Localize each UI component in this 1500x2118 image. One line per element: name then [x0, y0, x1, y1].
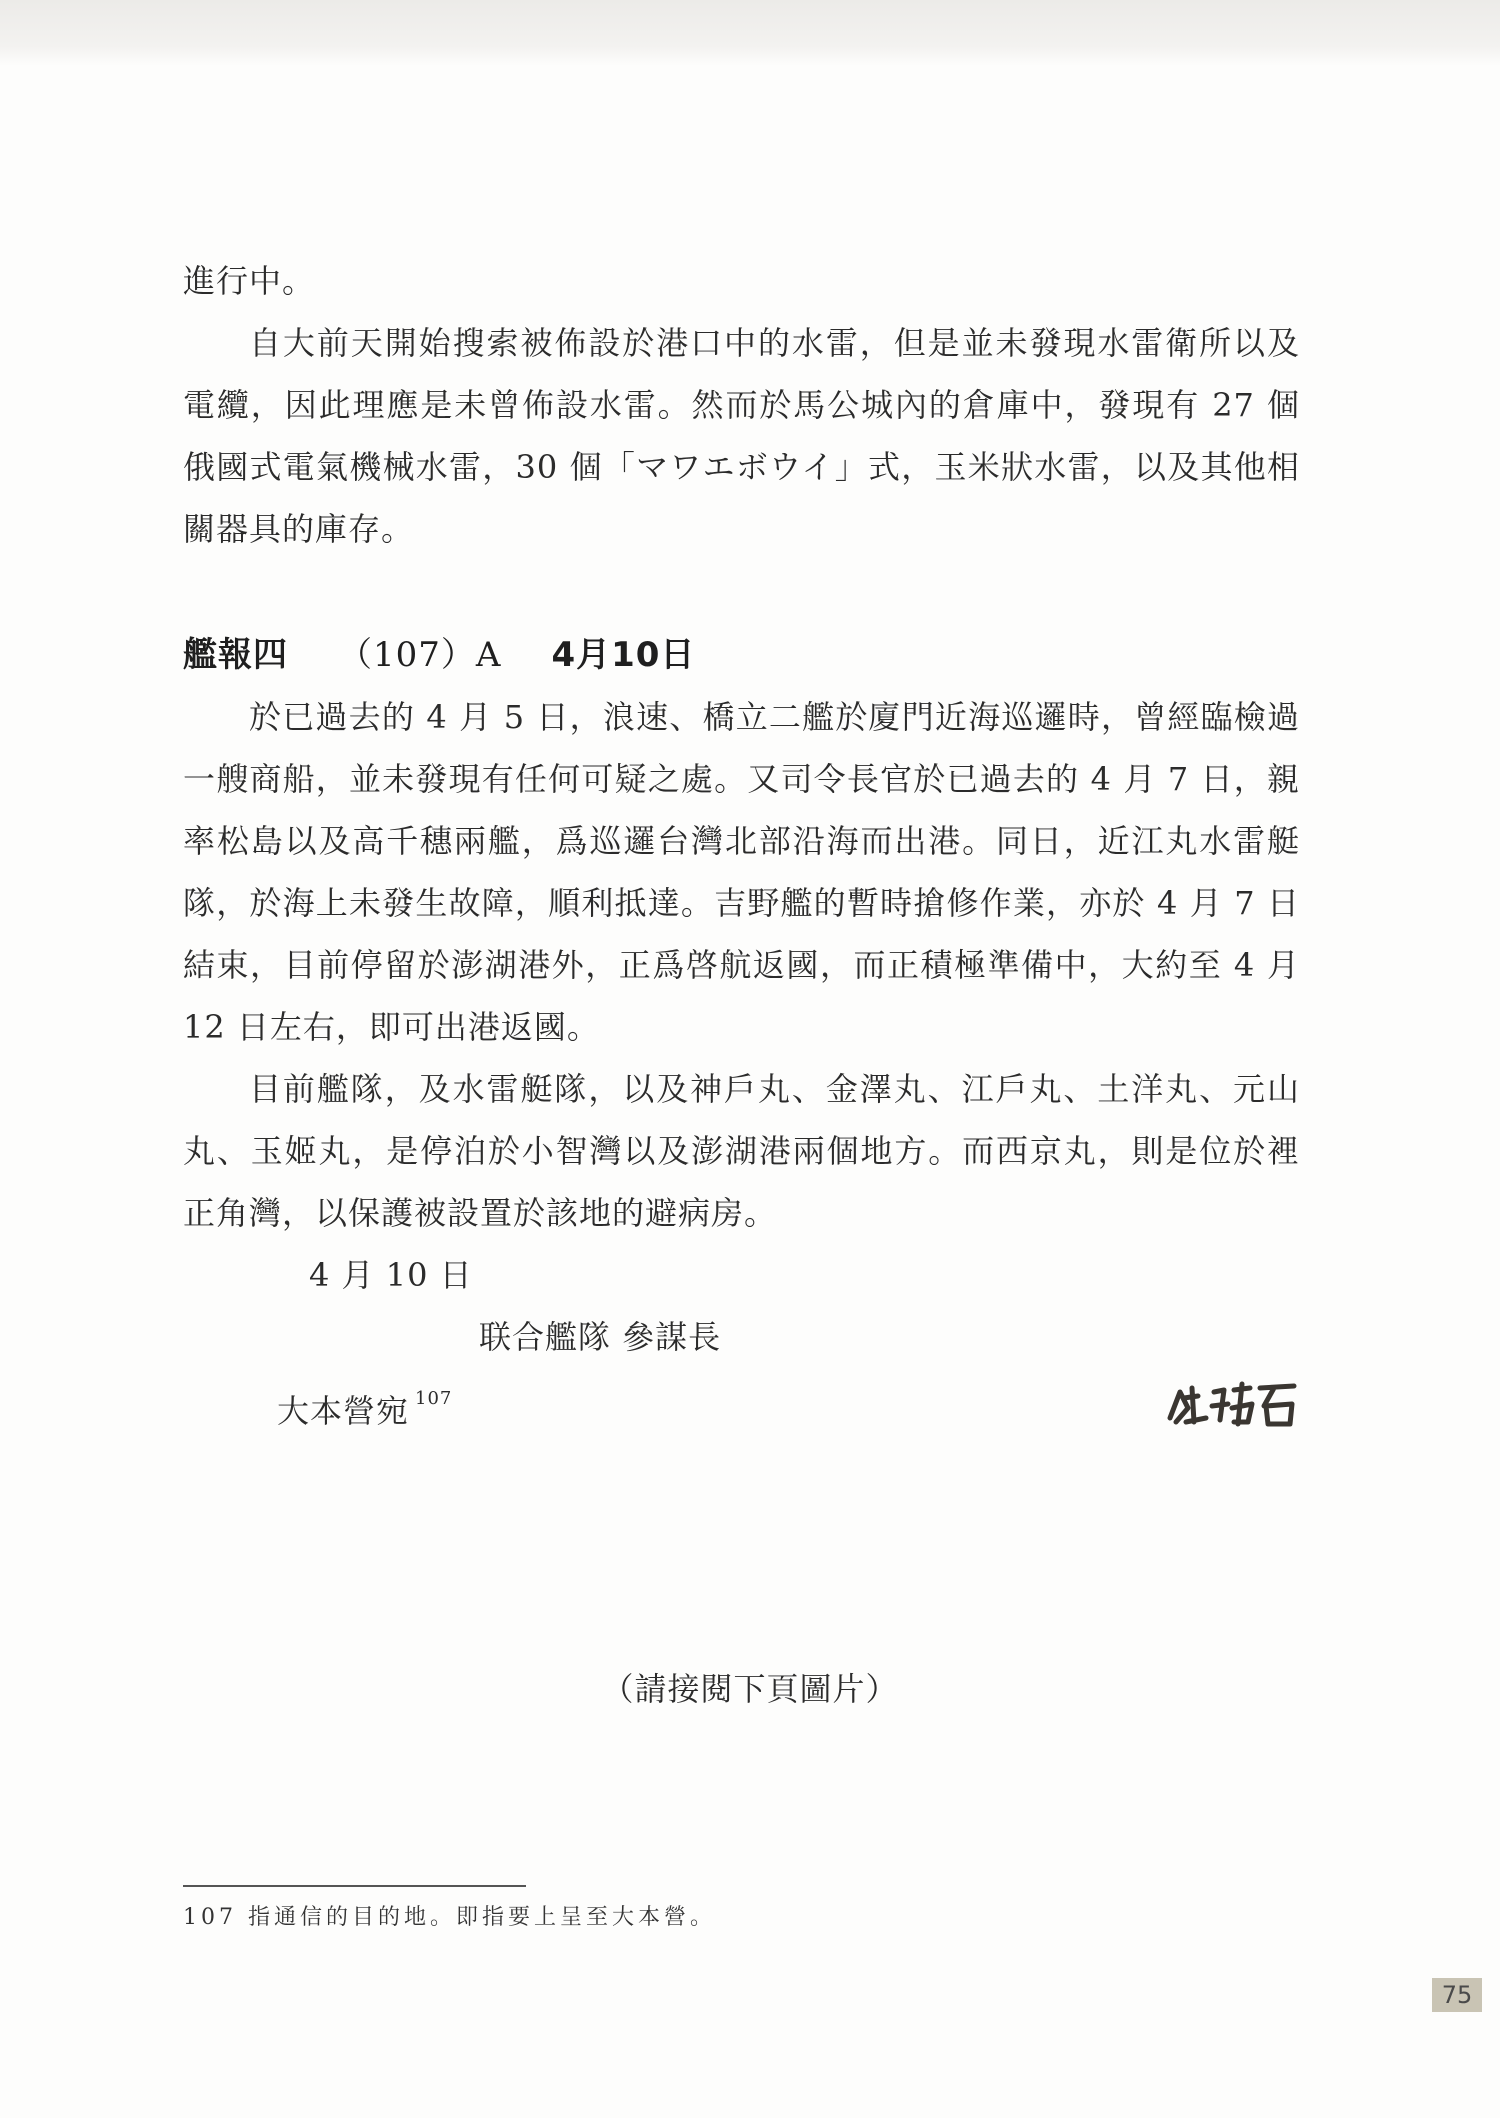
sender-line: 联合艦隊 參謀長 — [479, 1318, 722, 1356]
report-heading — [183, 624, 1300, 686]
footnote-marker: 107 — [415, 1388, 453, 1409]
page-body — [183, 250, 1300, 1442]
signature-date: 4 月 10 日 — [309, 1256, 473, 1294]
report-reference: （107）A — [338, 635, 502, 675]
footnote: 107 指通信的目的地。即指要上呈至大本營。 — [183, 1905, 716, 1930]
continue-note: （請接閱下頁圖片） — [601, 1670, 899, 1708]
report-title: 艦報四 — [183, 635, 288, 675]
report-paragraph-1: 於已過去的 4 月 5 日，浪速、橋立二艦於廈門近海巡邏時，曾經臨檢過一艘商船，並未發現有任何可疑之處。又司令長官於已過去的 4 月 7 日，親率松島以及高千穗兩艦，爲巡邏台灣北部沿海而出港。同日，近江丸水雷艇隊，於海上未發生故障，順利抵達。吉野艦的暫時搶修作業，亦於 4 月 7 日結束，目前停留於澎湖港外，正爲啓航返國，而正積極準備中，大約至 4 月 12 日左右，即可出港返國。 — [183, 698, 1300, 1046]
scan-top-shadow — [0, 0, 1500, 66]
paragraph-mines: 自大前天開始搜索被佈設於港口中的水雷，但是並未發現水雷衛所以及電纜，因此理應是未曾佈設水雷。然而於馬公城內的倉庫中，發現有 27 個俄國式電氣機械水雷，30 個「マワエボウイ」式，玉米狀水雷，以及其他相關器具的庫存。 — [183, 324, 1300, 548]
report-paragraph-2: 目前艦隊，及水雷艇隊，以及神戶丸、金澤丸、江戶丸、土洋丸、元山丸、玉姬丸，是停泊於小智灣以及澎湖港兩個地方。而西京丸，則是位於裡正角灣，以保護被設置於該地的避病房。 — [183, 1070, 1300, 1232]
report-date: 4月10日 — [551, 635, 696, 675]
paragraph-continuation: 進行中。 — [183, 262, 316, 300]
watermark-seal-icon — [1162, 1378, 1302, 1430]
footnote-divider — [183, 1885, 526, 1887]
addressee-text: 大本營宛 — [277, 1392, 410, 1430]
page-number: 75 — [1432, 1978, 1482, 2012]
addressee-line — [183, 1368, 1300, 1442]
